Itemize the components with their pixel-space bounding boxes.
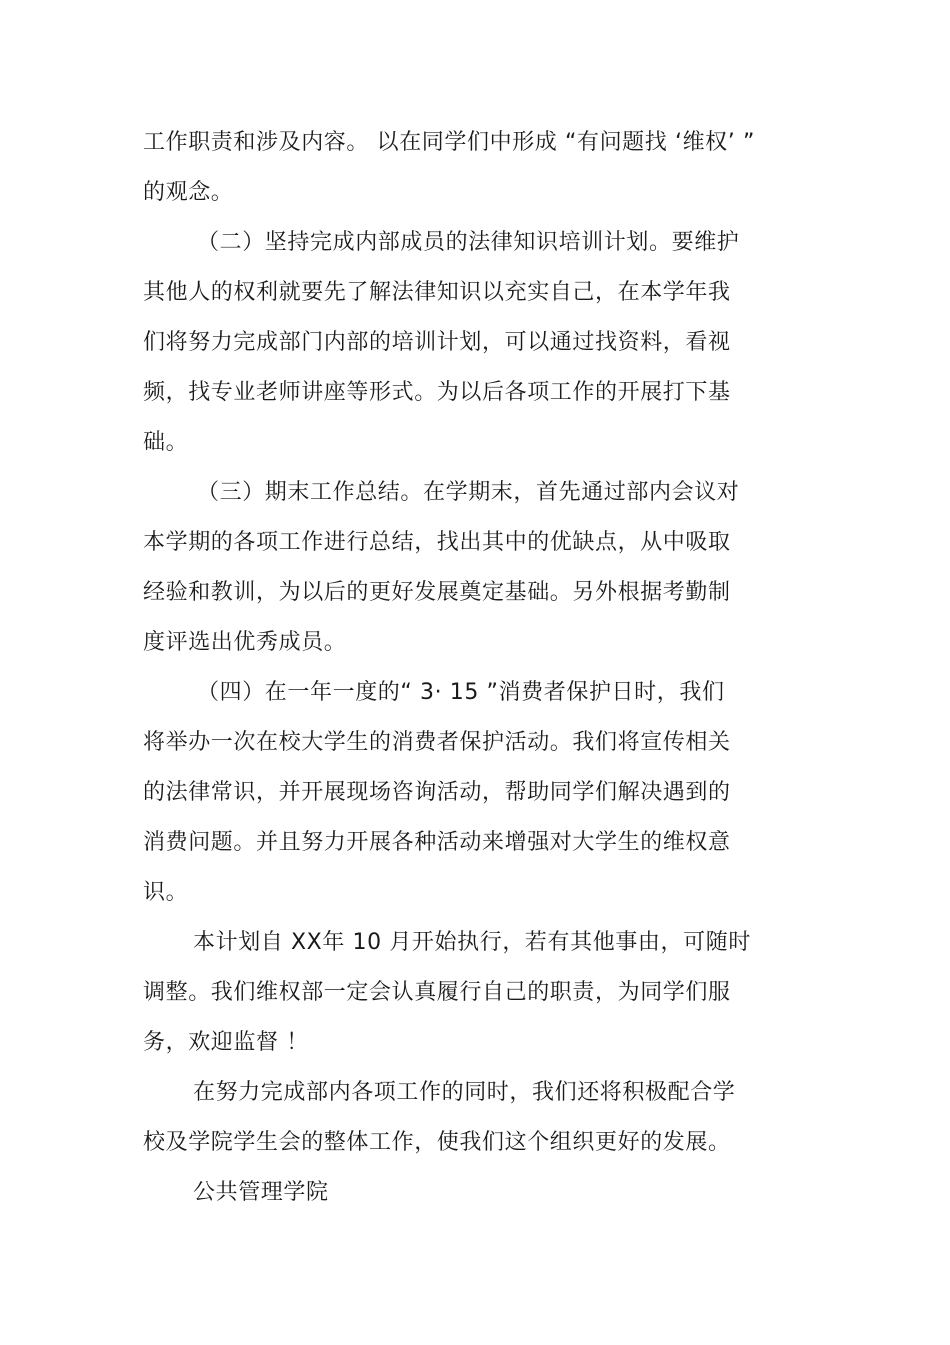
paragraph-line: 将举办一次在校大学生的消费者保护活动。我们将宣传相关 [143, 730, 731, 755]
paragraph-line: 工作职责和涉及内容。 以在同学们中形成 “有问题找 ‘维权’ ” [143, 130, 755, 155]
paragraph-line: 们将努力完成部门内部的培训计划，可以通过找资料，看视 [143, 330, 731, 355]
paragraph-line: （四）在一年一度的“ 3· 15 ”消费者保护日时，我们 [197, 680, 725, 705]
paragraph-line: 本学期的各项工作进行总结，找出其中的优缺点，从中吸取 [143, 530, 731, 555]
paragraph-line: 其他人的权利就要先了解法律知识以充实自己，在本学年我 [143, 280, 731, 305]
paragraph-line: 经验和教训，为以后的更好发展奠定基础。另外根据考勤制 [143, 580, 731, 605]
paragraph-line: 频，找专业老师讲座等形式。为以后各项工作的开展打下基 [143, 380, 731, 405]
paragraph-line: 务，欢迎监督 ！ [143, 1030, 309, 1055]
paragraph-line: 消费问题。并且努力开展各种活动来增强对大学生的维权意 [143, 830, 731, 855]
paragraph-line: （二）坚持完成内部成员的法律知识培训计划。要维护 [197, 230, 740, 255]
paragraph-line: 度评选出优秀成员。 [143, 630, 347, 655]
paragraph-line: 本计划自 XX年 10 月开始执行，若有其他事由，可随时 [193, 930, 751, 955]
paragraph-line: 的观念。 [143, 180, 234, 205]
paragraph-line: 识。 [143, 880, 189, 905]
paragraph-line: 调整。我们维权部一定会认真履行自己的职责，为同学们服 [143, 980, 731, 1005]
signature-line: 公共管理学院 [193, 1180, 329, 1205]
paragraph-line: 在努力完成部内各项工作的同时，我们还将积极配合学 [193, 1080, 736, 1105]
paragraph-line: 础。 [143, 430, 189, 455]
paragraph-line: （三）期末工作总结。在学期末，首先通过部内会议对 [197, 480, 740, 505]
paragraph-line: 的法律常识，并开展现场咨询活动，帮助同学们解决遇到的 [143, 780, 731, 805]
paragraph-line: 校及学院学生会的整体工作，使我们这个组织更好的发展。 [143, 1130, 731, 1155]
